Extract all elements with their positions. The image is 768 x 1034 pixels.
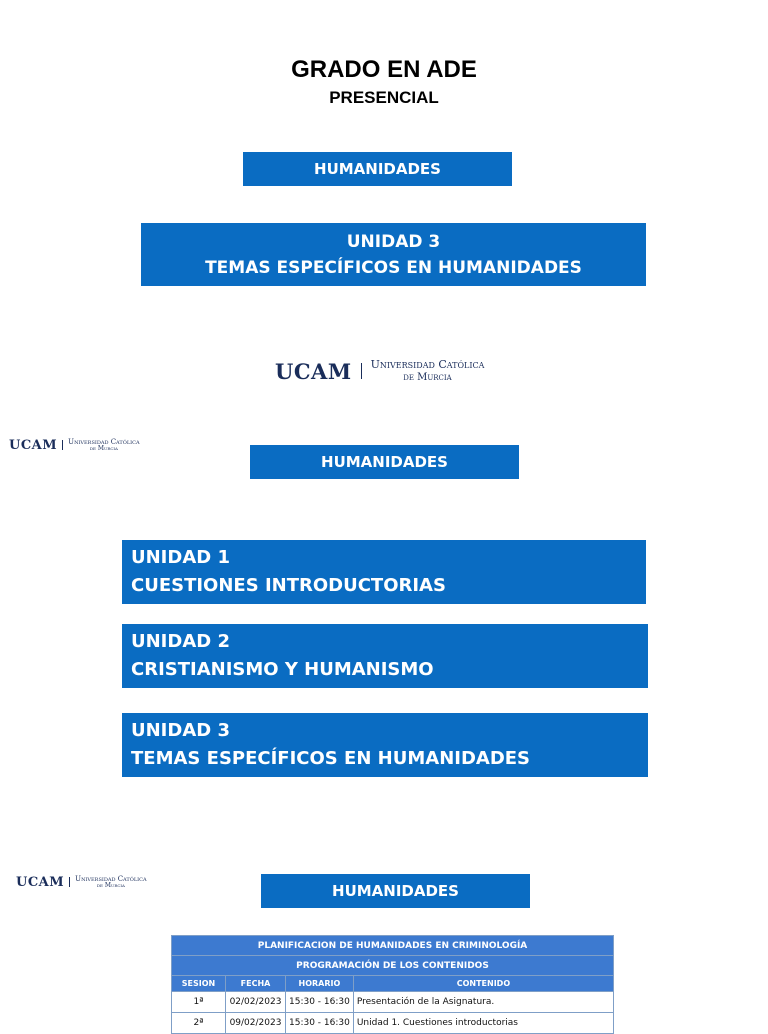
ucam-logo-large: [275, 356, 484, 386]
ucam-logo-name: [68, 438, 139, 453]
page-subtitle: PRESENCIAL: [329, 88, 439, 107]
table-title-row: [172, 936, 614, 956]
table-title: PLANIFICACION DE HUMANIDADES EN CRIMINOLOGÍA: [172, 936, 614, 956]
humanidades-banner-2: [250, 445, 519, 479]
cell-sesion: 1ª: [172, 992, 226, 1013]
logo-name-line1: Universidad Católica: [68, 437, 140, 446]
logo-divider: [69, 877, 70, 887]
unidad3-header-banner: [141, 223, 646, 286]
cell-fecha: 02/02/2023: [226, 992, 286, 1013]
unit-card-1: [122, 540, 646, 604]
logo-divider: [361, 363, 362, 379]
logo-name-line2: de Murcia: [96, 881, 125, 889]
unit-card-2: [122, 624, 648, 688]
humanidades-banner-label: HUMANIDADES: [321, 453, 448, 471]
unidad3-header-line1: UNIDAD 3: [346, 231, 441, 252]
ucam-logo-mark: UCAM: [275, 358, 352, 384]
unidad3-header-line2: TEMAS ESPECÍFICOS EN HUMANIDADES: [205, 257, 582, 278]
planning-table: [171, 935, 614, 1034]
logo-divider: [62, 440, 63, 450]
ucam-logo-mark: UCAM: [9, 437, 58, 453]
humanidades-banner-label: HUMANIDADES: [332, 882, 459, 900]
column-header-contenido: CONTENIDO: [353, 976, 613, 992]
logo-name-line2: de Murcia: [403, 371, 452, 383]
unit-number: UNIDAD 1: [131, 547, 230, 568]
table-row: [172, 992, 614, 1013]
logo-name-line1: Universidad Católica: [370, 357, 485, 371]
unit-number: UNIDAD 3: [131, 720, 230, 741]
humanidades-banner-3: [261, 874, 530, 908]
cell-horario: 15:30 - 16:30: [286, 1013, 354, 1034]
table-row: [172, 1013, 614, 1034]
column-header-fecha: FECHA: [226, 976, 286, 992]
ucam-logo-name: [371, 359, 485, 383]
ucam-logo-small-2: [16, 873, 147, 891]
logo-name-line1: Universidad Católica: [75, 874, 147, 883]
page-title: GRADO EN ADE: [291, 56, 477, 83]
column-header-sesion: SESION: [172, 976, 226, 992]
column-header-horario: HORARIO: [286, 976, 354, 992]
table-column-headers: [172, 976, 614, 992]
cell-contenido: Presentación de la Asignatura.: [353, 992, 613, 1013]
unit-card-3: [122, 713, 648, 777]
humanidades-banner-label: HUMANIDADES: [314, 160, 441, 178]
unit-title: CRISTIANISMO Y HUMANISMO: [131, 659, 434, 680]
table-subtitle: PROGRAMACIÓN DE LOS CONTENIDOS: [172, 956, 614, 976]
table-subtitle-row: [172, 956, 614, 976]
unit-title: TEMAS ESPECÍFICOS EN HUMANIDADES: [131, 748, 531, 769]
unit-number: UNIDAD 2: [131, 631, 230, 652]
cell-contenido: Unidad 1. Cuestiones introductorias: [353, 1013, 613, 1034]
unit-title: CUESTIONES INTRODUCTORIAS: [131, 575, 446, 596]
cell-horario: 15:30 - 16:30: [286, 992, 354, 1013]
ucam-logo-small-1: [9, 436, 140, 454]
cell-sesion: 2ª: [172, 1013, 226, 1034]
ucam-logo-name: [75, 875, 146, 890]
humanidades-banner-1: [243, 152, 512, 186]
cell-fecha: 09/02/2023: [226, 1013, 286, 1034]
ucam-logo-mark: UCAM: [16, 874, 65, 890]
logo-name-line2: de Murcia: [89, 444, 118, 452]
